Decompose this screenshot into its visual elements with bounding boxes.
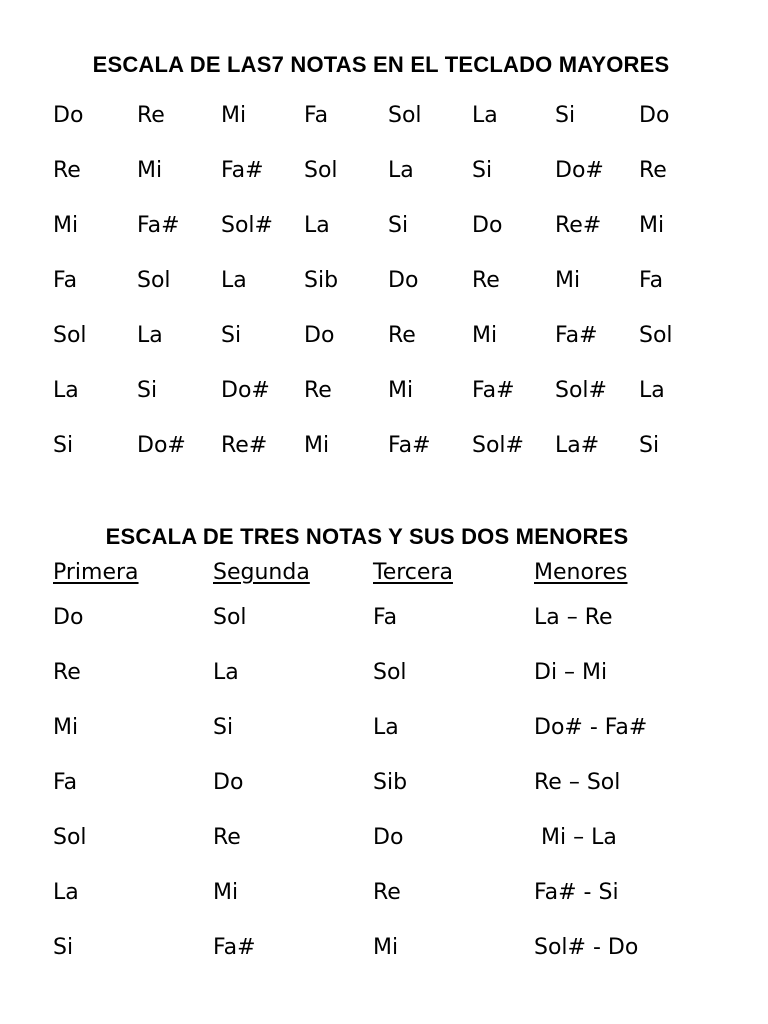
note-cell: Fa# [388,433,431,458]
note-cell: Si [137,378,158,403]
minor-pair-cell: Fa# - Si [534,880,619,905]
note-cell: Do [472,213,503,238]
note-cell: Re# [555,213,602,238]
note-cell: Fa [373,605,398,630]
note-cell: Si [472,158,493,183]
note-cell: Re [373,880,401,905]
note-cell: Mi [373,935,399,960]
note-cell: La [472,103,498,128]
note-cell: Fa [53,268,78,293]
note-cell: Do [53,103,84,128]
note-cell: Sol [373,660,407,685]
note-cell: Si [639,433,660,458]
note-cell: Fa# [472,378,515,403]
note-cell: Re# [221,433,268,458]
note-cell: Do [213,770,244,795]
note-cell: Do# [555,158,604,183]
note-cell: Sol [53,323,87,348]
note-cell: Sol [53,825,87,850]
note-cell: Fa [304,103,329,128]
header-tercera: Tercera [373,560,453,585]
note-cell: Si [221,323,242,348]
note-cell: Re [137,103,165,128]
note-cell: Si [388,213,409,238]
note-cell: Mi [137,158,163,183]
major-scales-title: ESCALA DE LAS7 NOTAS EN EL TECLADO MAYORES [92,52,670,77]
note-cell: Mi [555,268,581,293]
note-cell: Fa# [555,323,598,348]
note-cell: Fa# [213,935,256,960]
minor-pair-cell: Re – Sol [534,770,621,795]
note-cell: Sol [137,268,171,293]
note-cell: Sol [388,103,422,128]
header-menores: Menores [534,560,628,585]
note-cell: Sol [213,605,247,630]
minor-pair-cell: Di – Mi [534,660,608,685]
note-cell: Mi [388,378,414,403]
note-cell: La# [555,433,600,458]
note-cell: Re [213,825,241,850]
minor-pair-cell: La – Re [534,605,613,630]
note-cell: Fa [53,770,78,795]
note-cell: Sol# [555,378,607,403]
note-cell: La [213,660,239,685]
note-cell: Si [213,715,234,740]
note-cell: Si [53,433,74,458]
note-cell: Do [53,605,84,630]
note-cell: Fa [639,268,664,293]
minor-pair-cell: Sol# - Do [534,935,639,960]
note-cell: Sol [304,158,338,183]
note-cell: Mi [472,323,498,348]
note-cell: Re [639,158,667,183]
note-cell: Do [388,268,419,293]
note-cell: Do# [221,378,270,403]
note-cell: Sol# [221,213,273,238]
note-cell: Mi [53,715,79,740]
note-cell: La [388,158,414,183]
note-cell: La [304,213,330,238]
note-cell: Sol [639,323,673,348]
note-cell: La [639,378,665,403]
minor-pair-cell: Do# - Fa# [534,715,648,740]
header-primera: Primera [53,560,139,585]
note-cell: La [373,715,399,740]
note-cell: Mi [53,213,79,238]
note-cell: Mi [304,433,330,458]
note-cell: La [221,268,247,293]
note-cell: Re [304,378,332,403]
note-cell: Mi [221,103,247,128]
minor-pair-cell: Mi – La [534,825,617,850]
note-cell: Sol# [472,433,524,458]
note-cell: Fa# [221,158,264,183]
note-cell: Re [53,660,81,685]
note-cell: Do [373,825,404,850]
note-cell: Mi [213,880,239,905]
note-cell: Si [53,935,74,960]
note-cell: Re [53,158,81,183]
note-cell: Sib [304,268,339,293]
note-cell: Mi [639,213,665,238]
note-cell: Si [555,103,576,128]
note-cell: Do# [137,433,186,458]
note-cell: Do [304,323,335,348]
header-segunda: Segunda [213,560,310,585]
note-cell: Sib [373,770,408,795]
note-cell: La [137,323,163,348]
note-cell: La [53,880,79,905]
note-cell: Fa# [137,213,180,238]
note-cell: Do [639,103,670,128]
three-note-scales-title: ESCALA DE TRES NOTAS Y SUS DOS MENORES [105,524,629,549]
note-cell: Re [388,323,416,348]
note-cell: Re [472,268,500,293]
note-cell: La [53,378,79,403]
